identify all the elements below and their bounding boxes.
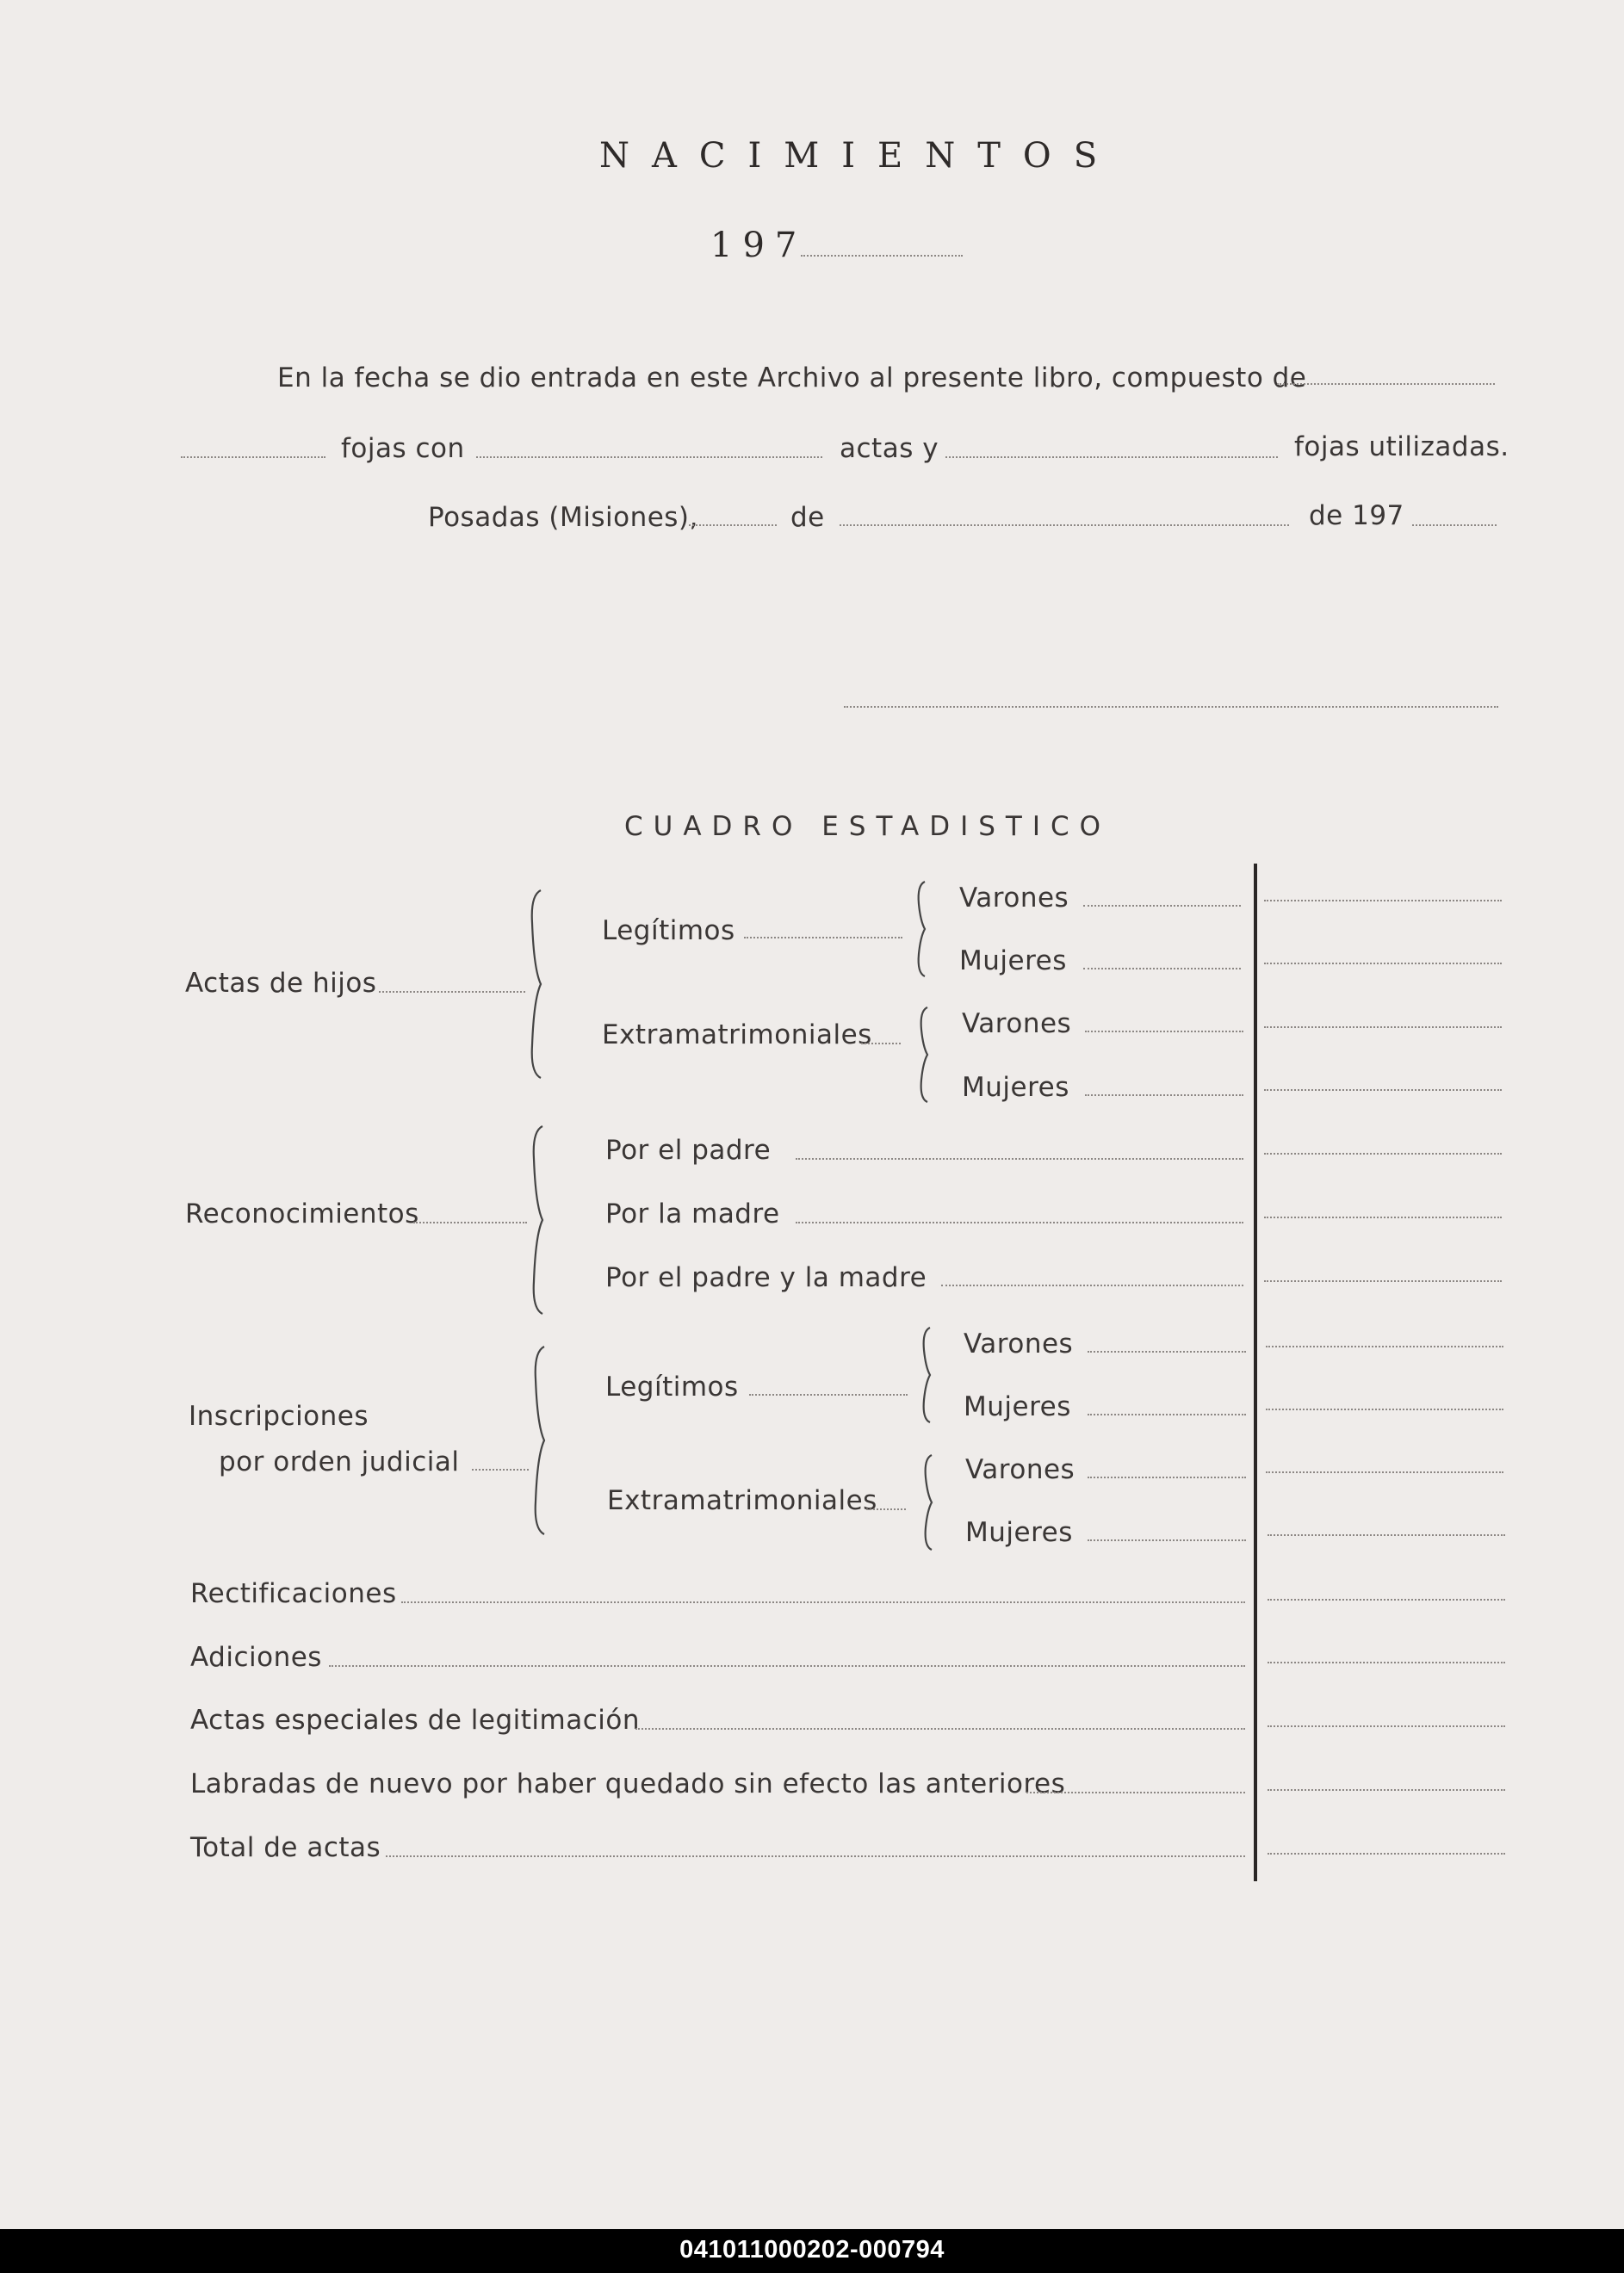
mujeres-label-2: Mujeres	[962, 1072, 1069, 1103]
por-ambos-leader	[941, 1285, 1243, 1286]
value-blank[interactable]	[1268, 1599, 1505, 1601]
mujeres-label-1: Mujeres	[959, 945, 1067, 976]
actas-especiales-leader	[635, 1728, 1245, 1730]
intro-line-1: En la fecha se dio entrada en este Archivo al presente libro, compuesto de	[277, 362, 1307, 393]
varones-leader-1	[1083, 905, 1241, 907]
labradas-label: Labradas de nuevo por haber quedado sin efecto las anteriores	[190, 1768, 1066, 1799]
brace-legitimos-2	[920, 1326, 939, 1424]
mujeres-leader-3	[1088, 1414, 1246, 1415]
day-blank[interactable]	[689, 524, 777, 526]
actas-de-hijos-leader	[379, 991, 525, 993]
total-leader	[386, 1855, 1245, 1857]
value-blank[interactable]	[1264, 1153, 1502, 1155]
footer-bar	[0, 2229, 1624, 2273]
value-blank[interactable]	[1266, 1346, 1503, 1347]
reconocimientos-leader	[413, 1222, 527, 1223]
actas-y-label: actas y	[840, 433, 939, 464]
varones-label-1: Varones	[959, 883, 1069, 914]
brace-legitimos-1	[914, 880, 933, 978]
value-blank[interactable]	[1264, 963, 1502, 964]
column-divider	[1254, 864, 1257, 1881]
year-label: 197	[710, 226, 808, 265]
por-el-padre-leader	[796, 1158, 1243, 1160]
value-blank[interactable]	[1264, 1280, 1502, 1282]
brace-extramatrimoniales-2	[921, 1453, 940, 1551]
reconocimientos-label: Reconocimientos	[185, 1198, 419, 1229]
adiciones-label: Adiciones	[190, 1642, 322, 1673]
varones-label-4: Varones	[965, 1454, 1075, 1485]
por-orden-judicial-label: por orden judicial	[219, 1446, 460, 1477]
por-el-padre-label: Por el padre	[605, 1135, 772, 1166]
fojas-utilizadas-blank[interactable]	[945, 456, 1278, 458]
value-blank[interactable]	[1264, 1089, 1502, 1091]
actas-count-blank[interactable]	[476, 456, 822, 458]
legitimos-leader-1	[744, 937, 902, 938]
cuadro-title: CUADRO ESTADISTICO	[624, 811, 1112, 842]
extramatrimoniales-leader-2	[866, 1508, 906, 1510]
inscripciones-label: Inscripciones	[189, 1401, 369, 1432]
brace-inscripciones	[530, 1345, 556, 1536]
value-blank[interactable]	[1268, 1725, 1505, 1727]
fojas-utilizadas-label: fojas utilizadas.	[1294, 431, 1509, 462]
total-label: Total de actas	[190, 1832, 381, 1863]
actas-de-hijos-label: Actas de hijos	[185, 968, 377, 999]
extramatrimoniales-label-1: Extramatrimoniales	[602, 1019, 872, 1050]
por-la-madre-label: Por la madre	[605, 1198, 780, 1229]
varones-leader-3	[1088, 1351, 1246, 1353]
mujeres-label-3: Mujeres	[964, 1391, 1071, 1422]
mujeres-leader-4	[1088, 1539, 1246, 1541]
fojas-count-blank[interactable]	[181, 456, 325, 458]
extramatrimoniales-leader-1	[861, 1043, 901, 1044]
legitimos-label-1: Legítimos	[602, 915, 735, 946]
por-la-madre-leader	[796, 1222, 1243, 1223]
rectificaciones-label: Rectificaciones	[190, 1578, 397, 1609]
document-code: 041011000202-000794	[679, 2236, 945, 2264]
de-197-label: de 197	[1309, 500, 1404, 531]
mujeres-leader-2	[1085, 1094, 1243, 1096]
year-suffix-blank[interactable]	[1412, 524, 1497, 526]
mujeres-leader-1	[1083, 968, 1241, 969]
varones-label-2: Varones	[962, 1008, 1072, 1039]
posadas-label: Posadas (Misiones),	[428, 502, 698, 533]
labradas-leader	[1026, 1792, 1245, 1793]
value-blank[interactable]	[1264, 900, 1502, 901]
brace-actas-de-hijos	[527, 889, 553, 1080]
signature-line[interactable]	[844, 706, 1498, 708]
value-blank[interactable]	[1268, 1789, 1505, 1791]
legitimos-leader-2	[749, 1394, 908, 1396]
varones-leader-2	[1085, 1031, 1243, 1032]
value-blank[interactable]	[1264, 1217, 1502, 1218]
value-blank[interactable]	[1266, 1471, 1503, 1473]
mujeres-label-4: Mujeres	[965, 1517, 1073, 1548]
adiciones-leader	[329, 1665, 1245, 1667]
varones-leader-4	[1088, 1477, 1246, 1478]
legitimos-label-2: Legítimos	[605, 1372, 739, 1403]
extramatrimoniales-label-2: Extramatrimoniales	[607, 1485, 877, 1516]
value-blank[interactable]	[1264, 1026, 1502, 1028]
year-blank[interactable]	[801, 255, 963, 257]
rectificaciones-leader	[401, 1601, 1245, 1603]
month-blank[interactable]	[840, 524, 1289, 526]
varones-label-3: Varones	[964, 1328, 1074, 1359]
fojas-con-label: fojas con	[341, 433, 465, 464]
value-blank[interactable]	[1266, 1409, 1503, 1410]
brace-reconocimientos	[529, 1124, 555, 1316]
value-blank[interactable]	[1268, 1853, 1505, 1855]
actas-especiales-label: Actas especiales de legitimación	[190, 1705, 640, 1736]
value-blank[interactable]	[1268, 1662, 1505, 1663]
inscripciones-leader	[472, 1469, 529, 1471]
page-title: NACIMIENTOS	[599, 136, 1120, 176]
de-label: de	[790, 502, 825, 533]
brace-extramatrimoniales-1	[917, 1006, 936, 1104]
compuesto-blank[interactable]	[1277, 383, 1495, 385]
por-ambos-label: Por el padre y la madre	[605, 1262, 927, 1293]
value-blank[interactable]	[1268, 1534, 1505, 1536]
